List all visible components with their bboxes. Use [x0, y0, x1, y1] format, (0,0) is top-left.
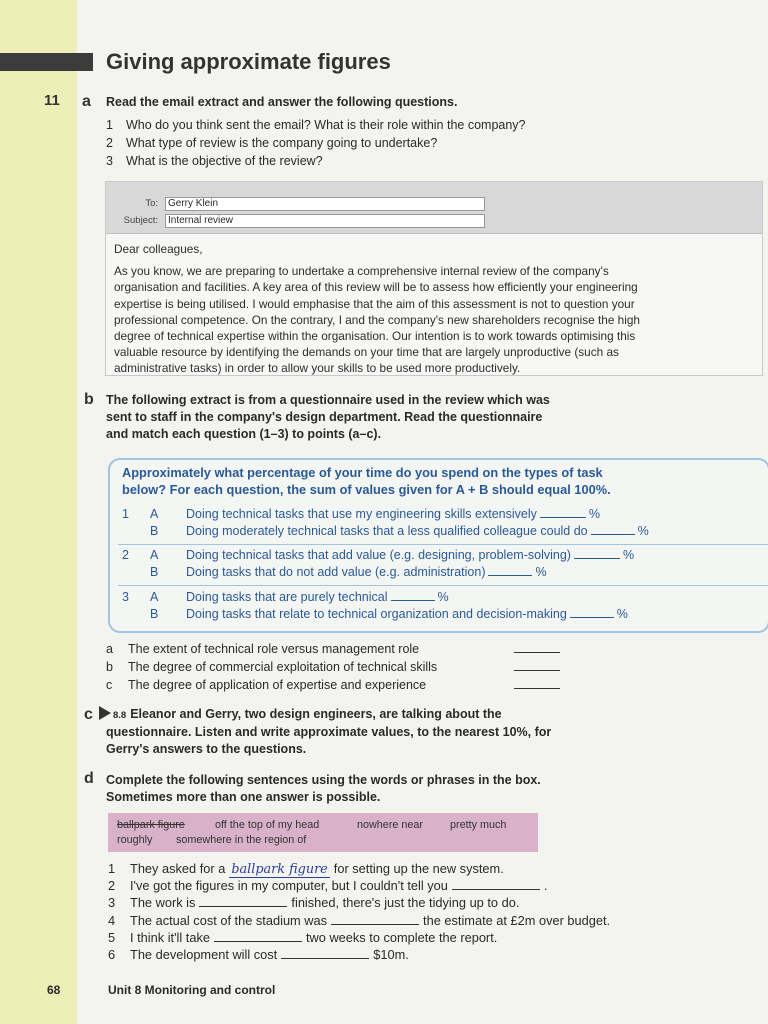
email-line: expertise is being utilised. I would emphasise that the aim of this assessment is not to question your	[114, 296, 635, 311]
part-b-letter: b	[84, 391, 94, 408]
answer-blank[interactable]	[199, 896, 287, 907]
questionnaire-box: Approximately what percentage of your time do you spend on the types of task below? For each question, the sum of values given for A + B should equal 100%. 1 A Doing technical tasks that use my engineering skills extensively % B Doing moderately technical tasks that a less qualified colleague could do % 2 A Doing technical tasks that add value (e.g. designing, problem-solving) % B Doing tasks that do not add value (e.g. administration) % 3 A Doing tasks that are purely technical % B Doing tasks that relate to technical organization and decision-making %	[108, 458, 768, 633]
part-a-instruction: Read the email extract and answer the following questions.	[106, 95, 458, 109]
answer-blank[interactable]	[452, 879, 540, 890]
sentence-item: 2 I've got the figures in my computer, but I couldn't tell you .	[108, 878, 548, 893]
to-field: Gerry Klein	[165, 197, 485, 211]
audio-play-icon[interactable]	[99, 706, 111, 720]
email-extract	[105, 181, 763, 376]
box-word: pretty much	[450, 819, 507, 831]
email-line: organisation and facilities. A key area of this review will be to assess how efficiently your engineering	[114, 280, 638, 295]
page-title: Giving approximate figures	[106, 49, 391, 74]
sentence-item: 4 The actual cost of the stadium was the estimate at £2m over budget.	[108, 913, 611, 928]
email-greeting: Dear colleagues,	[114, 242, 203, 256]
row-divider	[118, 585, 768, 586]
answer-blank[interactable]	[331, 914, 419, 925]
sentence-item: 1 They asked for a ballpark figure for setting up the new system.	[108, 861, 504, 877]
email-line: valuable resource by identifying the demands on your time that are largely unproductive (such as	[114, 345, 619, 360]
part-c-instruction: 8.8 Eleanor and Gerry, two design engineers, are talking about the questionnaire. Listen and write approximate values, to the nearest 10%, for Gerry's answers to the questions.	[99, 706, 551, 758]
subject-field: Internal review	[165, 214, 485, 228]
part-a-questions	[106, 116, 526, 170]
box-word: roughly	[117, 834, 153, 846]
answer-blank[interactable]	[281, 948, 369, 959]
box-word: ballpark figure	[117, 819, 185, 831]
sentence-item: 6 The development will cost $10m.	[108, 947, 409, 962]
to-label: To:	[145, 198, 158, 209]
sentence-item: 3 The work is finished, there's just the tidying up to do.	[108, 895, 520, 910]
track-number: 8.8	[113, 710, 127, 721]
answer-blank[interactable]	[514, 670, 560, 671]
questionnaire-heading: Approximately what percentage of your time do you spend on the types of task below? For each question, the sum of values given for A + B should equal 100%.	[122, 465, 611, 497]
part-d-letter: d	[84, 770, 94, 787]
title-bar-decoration	[0, 53, 93, 71]
email-line: professional competence. On the contrary, I and the company's new shareholders recognise the high	[114, 312, 640, 327]
page-number: 68	[47, 983, 61, 997]
email-body	[106, 234, 762, 377]
question-item: 1 Who do you think sent the email? What is their role within the company?	[106, 118, 526, 132]
part-c-letter: c	[84, 706, 93, 723]
footer-unit-title: Unit 8 Monitoring and control	[108, 983, 276, 997]
box-word: nowhere near	[357, 819, 424, 831]
part-a-letter: a	[82, 93, 91, 110]
email-line: As you know, we are preparing to undertake a comprehensive internal review of the company's	[114, 264, 609, 279]
answer-blank[interactable]	[214, 931, 302, 942]
page-margin-strip	[0, 0, 77, 1024]
box-word: somewhere in the region of	[176, 834, 307, 846]
box-word: off the top of my head	[215, 819, 320, 831]
email-header	[106, 182, 762, 234]
question-item: 2 What type of review is the company going to undertake?	[106, 136, 438, 150]
answer-blank[interactable]	[514, 688, 560, 689]
handwritten-answer: ballpark figure	[231, 862, 328, 877]
sentence-item: 5 I think it'll take two weeks to complete the report.	[108, 930, 498, 945]
part-b-instruction: The following extract is from a questionnaire used in the review which was sent to staff in the company's design department. Read the questionnaire and match each question (1–3) to points (a–c).	[106, 393, 550, 441]
answer-blank[interactable]	[514, 652, 560, 653]
exercise-number: 11	[44, 92, 60, 109]
question-item: 3 What is the objective of the review?	[106, 154, 323, 168]
row-divider	[118, 544, 768, 545]
word-box	[108, 813, 538, 852]
part-d-instruction: Complete the following sentences using the words or phrases in the box. Sometimes more than one answer is possible.	[106, 773, 541, 804]
email-line: degree of technical expertise within the organisation. Our intention is to work towards optimising this	[114, 329, 636, 344]
subject-label: Subject:	[123, 215, 158, 226]
email-line: administrative tasks) in order to allow your skills to be used more productively.	[114, 361, 521, 376]
